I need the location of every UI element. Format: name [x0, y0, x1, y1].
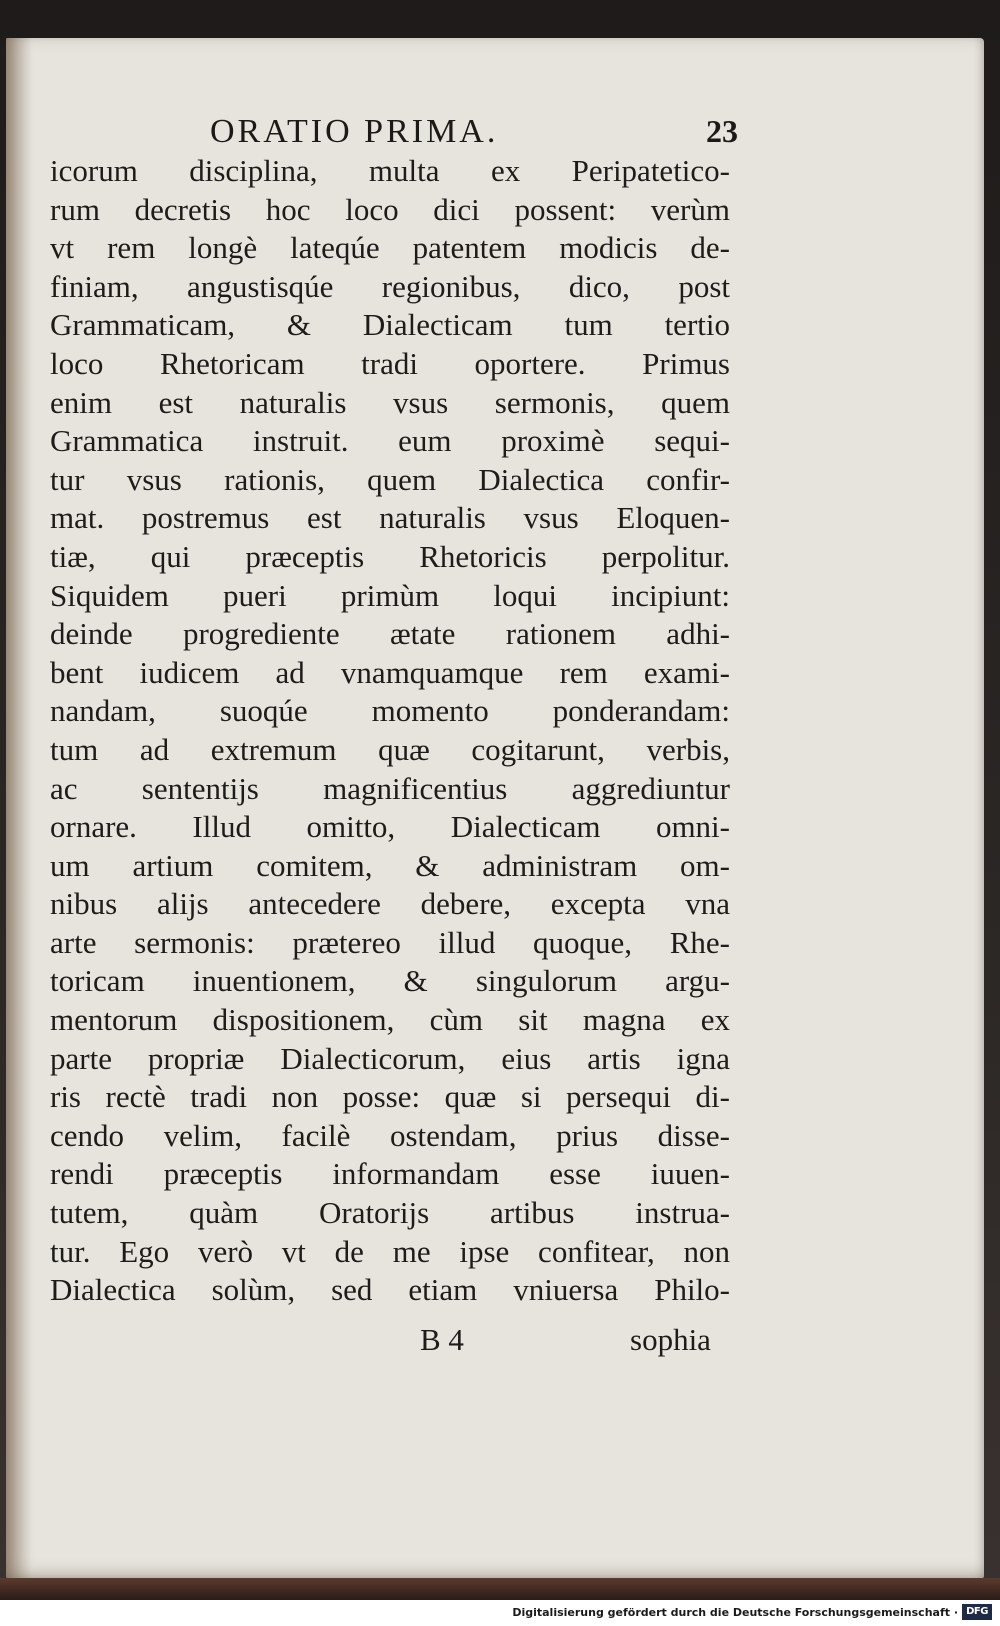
text-line: loco Rhetoricam tradi oportere. Primus: [50, 345, 730, 381]
text-line: Grammatica instruit. eum proximè sequi-: [50, 423, 730, 459]
book-binding-edge: [0, 1578, 1000, 1600]
text-line: nandam, suoqúe momento ponderandam:: [50, 693, 730, 729]
running-title: ORATIO PRIMA.: [210, 113, 499, 150]
text-line: tur. Ego verò vt de me ipse confitear, non: [50, 1233, 730, 1269]
text-line: Grammaticam, & Dialecticam tum tertio: [50, 307, 730, 343]
page-number: 23: [706, 113, 738, 149]
text-line: finiam, angustisqúe regionibus, dico, post: [50, 268, 730, 304]
text-line: mentorum dispositionem, cùm sit magna ex: [50, 1002, 730, 1038]
text-line: vt rem longè lateqúe patentem modicis de-: [50, 230, 730, 266]
text-line: tum ad extremum quæ cogitarunt, verbis,: [50, 731, 730, 767]
catchword: sophia: [630, 1322, 711, 1357]
text-line: Dialectica solùm, sed etiam vniuersa Philo-: [50, 1272, 730, 1308]
text-line: tiæ, qui præceptis Rhetoricis perpolitur.: [50, 538, 730, 574]
text-line: cendo velim, facilè ostendam, prius disse-: [50, 1117, 730, 1153]
text-line: arte sermonis: prætereo illud quoque, Rhe-: [50, 924, 730, 960]
body-text: [50, 152, 730, 1310]
text-line: mat. postremus est naturalis vsus Eloquen-: [50, 500, 730, 536]
text-line: bent iudicem ad vnamquamque rem exami-: [50, 654, 730, 690]
dfg-logo: DFG: [962, 1604, 992, 1620]
signature-mark: B 4: [420, 1322, 464, 1357]
text-line: parte propriæ Dialecticorum, eius artis igna: [50, 1040, 730, 1076]
text-line: tur vsus rationis, quem Dialectica confir-: [50, 461, 730, 497]
text-line: ac sententijs magnificentius aggrediuntur: [50, 770, 730, 806]
text-line: rendi præceptis informandam esse iuuen-: [50, 1156, 730, 1192]
text-line: toricam inuentionem, & singulorum argu-: [50, 963, 730, 999]
text-line: Siquidem pueri primùm loqui incipiunt:: [50, 577, 730, 613]
text-line: um artium comitem, & administram om-: [50, 847, 730, 883]
text-line: ris rectè tradi non posse: quæ si persequi di-: [50, 1079, 730, 1115]
text-line: enim est naturalis vsus sermonis, quem: [50, 384, 730, 420]
text-line: ornare. Illud omitto, Dialecticam omni-: [50, 809, 730, 845]
text-line: tutem, quàm Oratorijs artibus instrua-: [50, 1195, 730, 1231]
text-line: deinde progrediente ætate rationem adhi-: [50, 616, 730, 652]
text-line: nibus alijs antecedere debere, excepta vna: [50, 886, 730, 922]
text-line: rum decretis hoc loco dici possent: verùm: [50, 191, 730, 227]
digitization-credit: Digitalisierung gefördert durch die Deutsche Forschungsgemeinschaft ·: [512, 1606, 958, 1619]
text-line: icorum disciplina, multa ex Peripatetico-: [50, 153, 730, 188]
